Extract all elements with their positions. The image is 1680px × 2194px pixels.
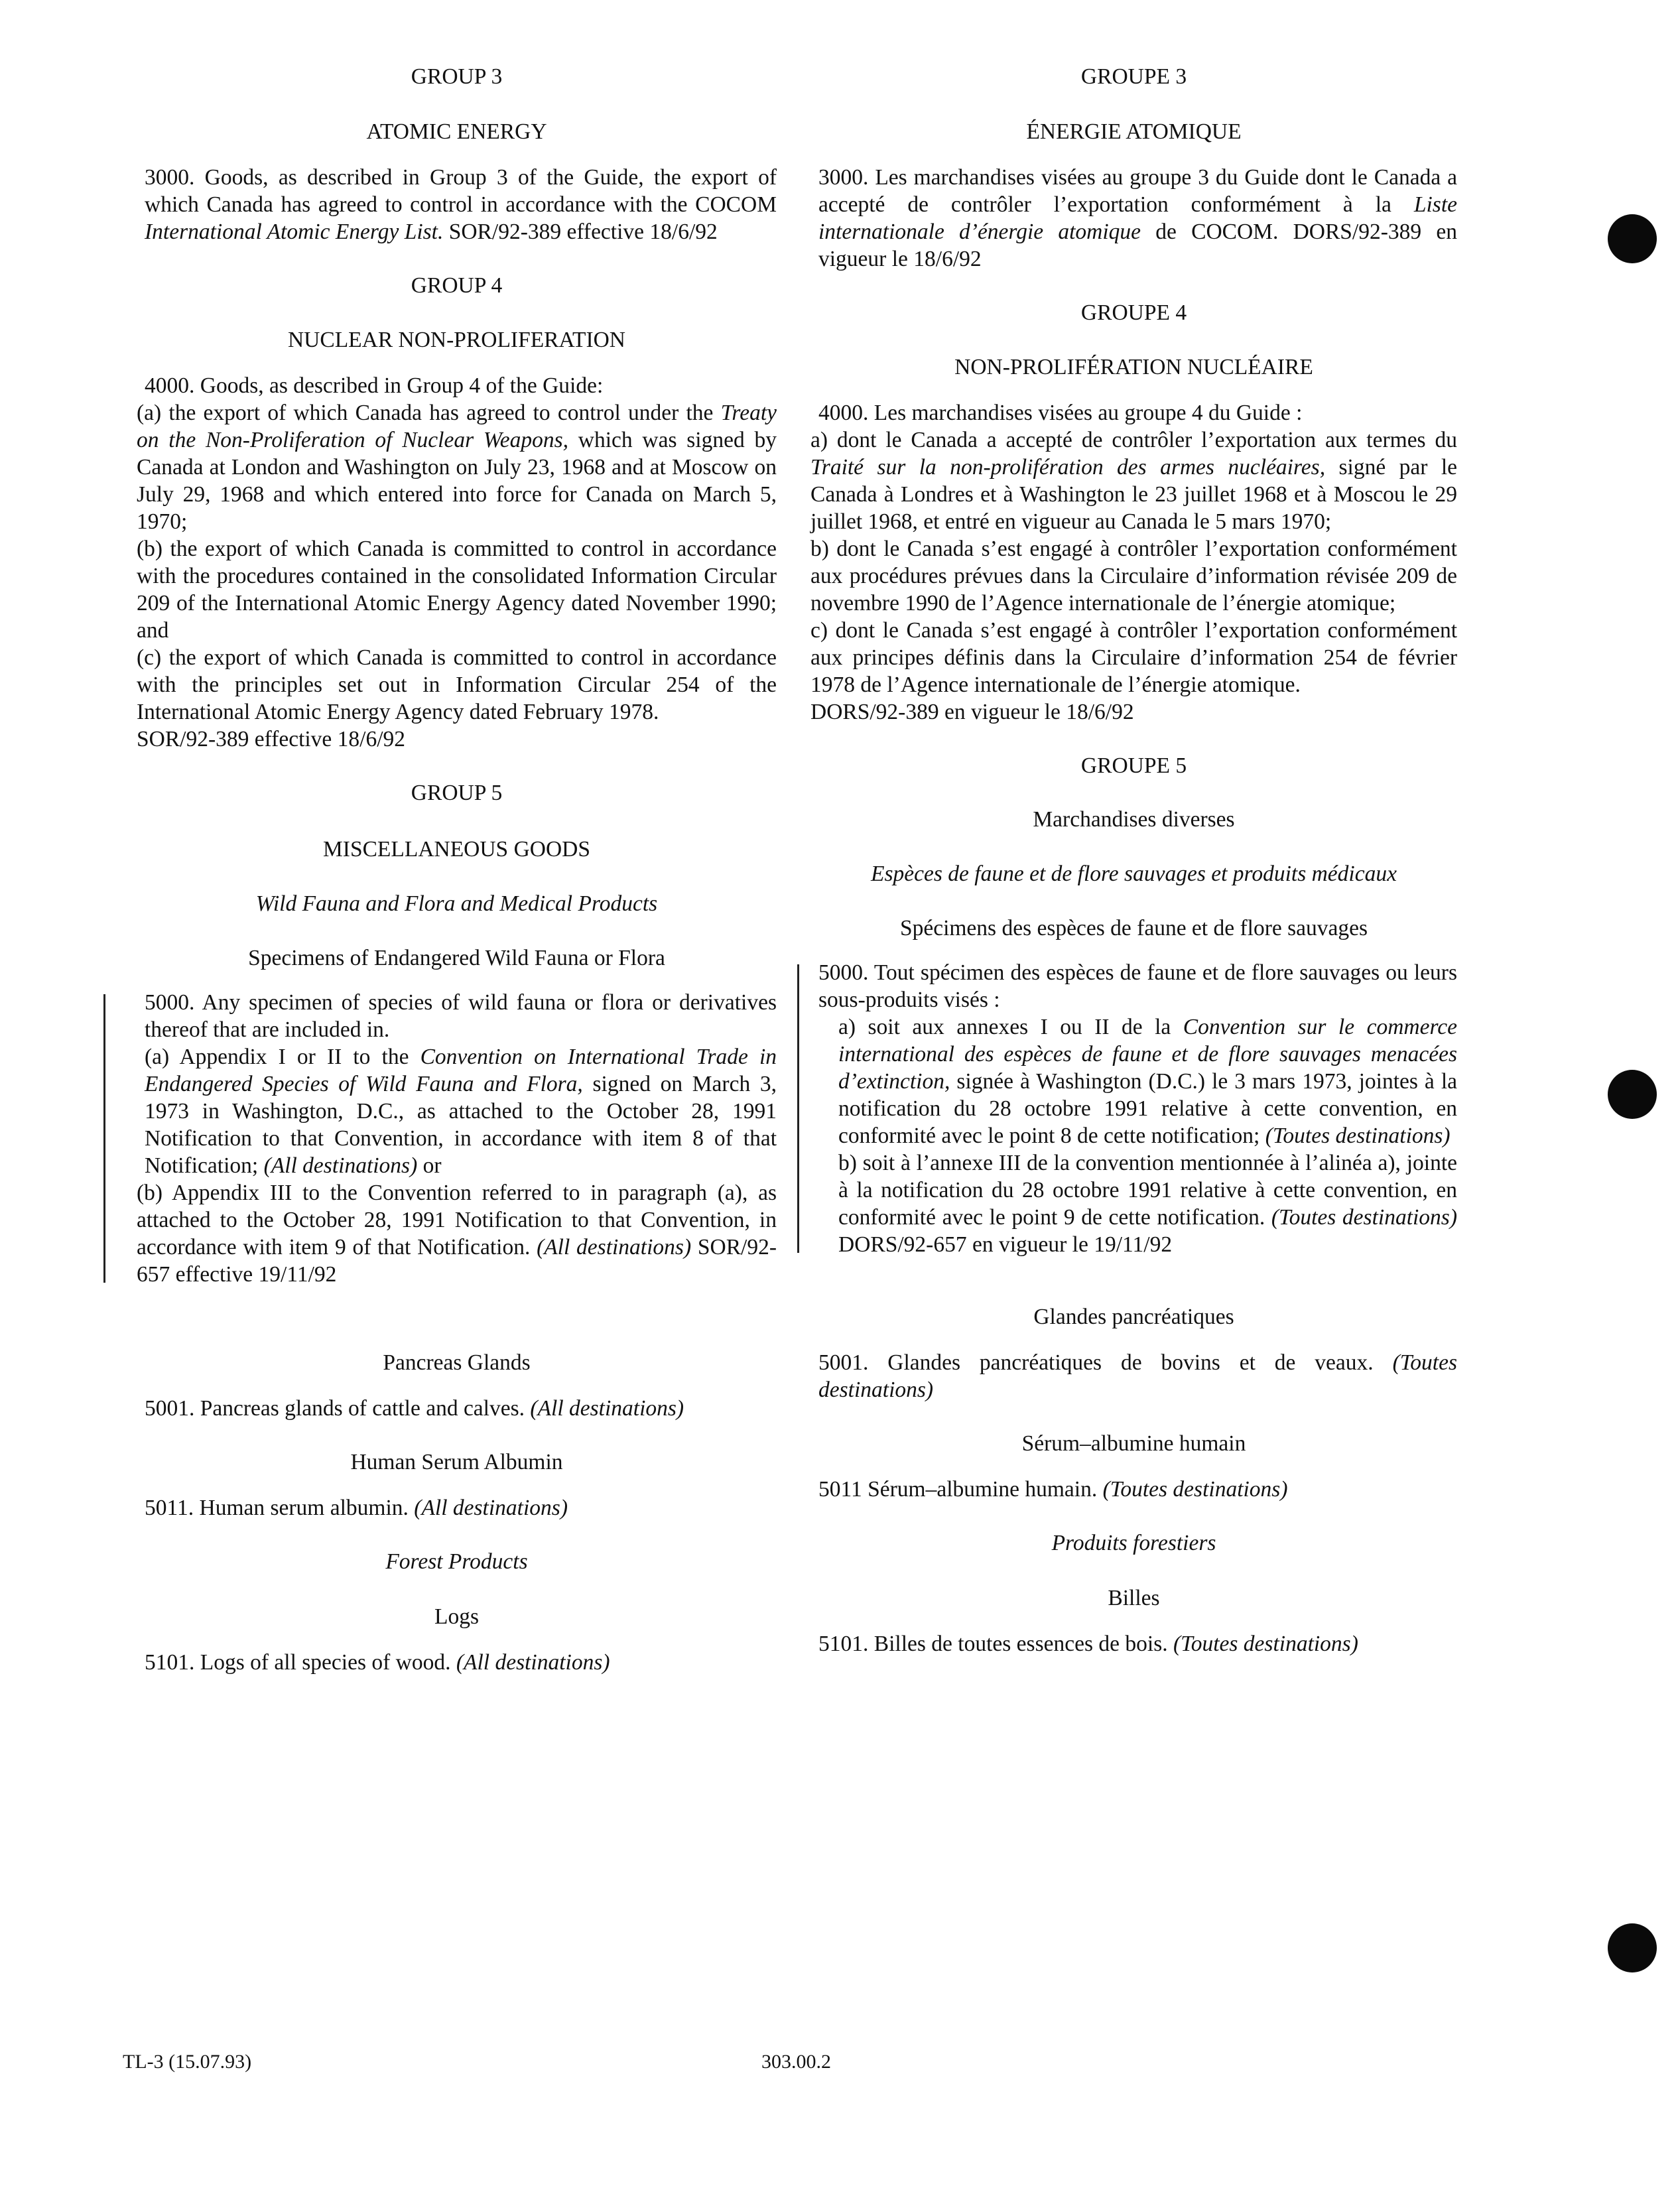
fr-logs-heading: Billes <box>1108 1586 1160 1610</box>
groupe-5-subtitle: Marchandises diverses <box>1033 807 1235 832</box>
fr-item-3000-end: de COCOM. DORS/92-389 en vigueur le 18/6/92 <box>818 220 1457 271</box>
item-5000-a-or: or <box>417 1153 442 1178</box>
item-5001-destinations: (All destinations) <box>530 1396 684 1421</box>
group-3-subtitle: ATOMIC ENERGY <box>366 119 547 144</box>
groupe-5-specimens-heading: Spécimens des espèces de faune et de flore sauvages <box>899 916 1368 940</box>
group-5-specimens-heading: Specimens of Endangered Wild Fauna or Flora <box>248 946 665 970</box>
item-5000-b-text: (b) Appendix III to the Convention referred to in paragraph (a), as attached to the October 28, 1991 Notification to that Convention, in accordance with item 9 of that Notification. <box>137 1181 777 1259</box>
fr-item-4000-c: c) dont le Canada s’est engagé à contrôler l’exportation conformément aux principes définis dans la Circulaire d’information 254 de février 1978 de l’Agence internationale de l’énergie atomique. <box>810 618 1457 697</box>
groupe-4-subtitle: NON-PROLIFÉRATION NUCLÉAIRE <box>954 355 1313 379</box>
fr-item-4000-a <box>810 426 1457 535</box>
fr-item-3000 <box>810 164 1457 273</box>
item-5101 <box>137 1649 777 1676</box>
group-5-title: GROUP 5 <box>411 781 503 805</box>
item-5000-b <box>137 1179 777 1288</box>
item-3000-end: SOR/92-389 effective 18/6/92 <box>443 220 718 244</box>
fr-item-5001 <box>810 1349 1457 1403</box>
fr-forest-text: Produits forestiers <box>1051 1531 1216 1555</box>
item-3000 <box>137 164 777 245</box>
item-4000-b: (b) the export of which Canada is committed to control in accordance with the procedures contained in the consolidated Information Circular 209 of the International Atomic Energy Agency dated November 1990; and <box>137 537 777 643</box>
fr-item-5000-block <box>810 959 1457 1258</box>
forest-products-heading <box>137 1548 777 1575</box>
punch-hole-middle <box>1608 1070 1657 1119</box>
group-5-italic-heading <box>137 890 777 917</box>
item-4000-a-italic: Treaty on the Non-Proliferation of Nuclear Weapons, <box>137 401 777 452</box>
punch-hole-top <box>1608 214 1657 263</box>
group-5-italic-text: Wild Fauna and Flora and Medical Products <box>255 891 658 916</box>
pancreas-heading: Pancreas Glands <box>383 1350 531 1375</box>
fr-item-4000-b: b) dont le Canada s’est engagé à contrôler l’exportation conformément aux procédures prévues dans la Circulaire d’information révisée 209 de novembre 1990 de l’Agence internationale de l’énergie atomique; <box>810 537 1457 615</box>
punch-hole-bottom <box>1608 1923 1657 1972</box>
fr-item-5000-a-text: a) soit aux annexes I ou II de la <box>838 1015 1183 1039</box>
fr-item-5000-b <box>810 1149 1457 1258</box>
fr-item-4000-dors: DORS/92-389 en vigueur le 18/6/92 <box>810 700 1134 724</box>
fr-item-4000-a-italic: Traité sur la non-prolifération des armes nucléaires, <box>810 455 1326 480</box>
groupe-5-title: GROUPE 5 <box>1080 753 1187 778</box>
item-3000-text: 3000. Goods, as described in Group 3 of the Guide, the export of which Canada has agreed to control in accordance with the COCOM <box>145 165 777 217</box>
group-4-title: GROUP 4 <box>411 273 503 298</box>
item-5000-a-text: (a) Appendix I or II to the <box>145 1045 420 1069</box>
fr-item-5011-text: 5011 Sérum–albumine humain. <box>818 1477 1103 1502</box>
group-5-subtitle: MISCELLANEOUS GOODS <box>323 837 590 862</box>
item-3000-italic: International Atomic Energy List. <box>145 220 444 244</box>
fr-forest-heading <box>810 1529 1457 1557</box>
item-5000: 5000. Any specimen of species of wild fauna or flora or derivatives thereof that are included in. <box>145 990 777 1042</box>
fr-item-3000-text: 3000. Les marchandises visées au groupe 3 du Guide dont le Canada a accepté de contrôler l’exportation conformément à la <box>818 165 1457 217</box>
logs-heading: Logs <box>434 1604 479 1629</box>
groupe-4-title: GROUPE 4 <box>1080 300 1187 325</box>
item-5001 <box>137 1395 777 1422</box>
fr-item-5101-text: 5101. Billes de toutes essences de bois. <box>818 1632 1173 1656</box>
item-5001-text: 5001. Pancreas glands of cattle and calves. <box>145 1396 531 1421</box>
item-4000-a <box>137 399 777 535</box>
item-5011 <box>137 1494 777 1521</box>
footer-page-number: 303.00.2 <box>761 2051 831 2073</box>
item-5011-destinations: (All destinations) <box>414 1496 568 1520</box>
fr-item-5000-a <box>810 1013 1457 1149</box>
item-5000-a-end: signed on March 3, 1973 in Washington, D.C., as attached to the October 28, 1991 Notification to that Convention, in accordance with item 8 of that Notification; <box>145 1072 777 1178</box>
groupe-3-subtitle: ÉNERGIE ATOMIQUE <box>1026 119 1242 144</box>
item-5101-text: 5101. Logs of all species of wood. <box>145 1650 456 1675</box>
fr-item-4000-a-end: signé par le Canada à Londres et à Washington le 23 juillet 1968 et à Moscou le 29 juillet 1968, et entré en vigueur au Canada le 5 mars 1970; <box>810 455 1458 534</box>
revision-bar <box>103 994 105 1283</box>
group-4-subtitle: NUCLEAR NON-PROLIFERATION <box>287 328 625 352</box>
item-5101-destinations: (All destinations) <box>456 1650 610 1675</box>
human-serum-heading: Human Serum Albumin <box>350 1450 563 1474</box>
fr-item-5011 <box>810 1476 1457 1503</box>
fr-pancreas-heading: Glandes pancréatiques <box>1033 1305 1234 1329</box>
item-4000: 4000. Goods, as described in Group 4 of the Guide: <box>145 373 604 398</box>
group-3-title: GROUP 3 <box>411 64 503 89</box>
item-5000-b-end: SOR/92-657 effective 19/11/92 <box>137 1235 777 1287</box>
fr-item-5000-b-text: b) soit à l’annexe III de la convention mentionnée à l’alinéa a), jointe à la notification du 28 octobre 1991 relative à cette convention, en conformité avec le point 9 de cette notification. <box>838 1151 1457 1230</box>
fr-revision-bar <box>797 964 799 1253</box>
item-5000-a <box>137 1043 777 1179</box>
groupe-3-title: GROUPE 3 <box>1080 64 1187 89</box>
fr-item-5001-text: 5001. Glandes pancréatiques de bovins et de veaux. <box>818 1350 1393 1375</box>
fr-item-4000-a-text: a) dont le Canada a accepté de contrôler l’exportation aux termes du <box>810 428 1457 452</box>
fr-serum-heading: Sérum–albumine humain <box>1021 1431 1246 1456</box>
item-5000-a-italic: Convention on International Trade in Endangered Species of Wild Fauna and Flora, <box>145 1045 777 1096</box>
item-5011-text: 5011. Human serum albumin. <box>145 1496 415 1520</box>
item-5000-block <box>137 989 777 1288</box>
item-4000-sor: SOR/92-389 effective 18/6/92 <box>137 727 406 751</box>
fr-item-5000: 5000. Tout spécimen des espèces de faune et de flore sauvages ou leurs sous-produits visés : <box>818 960 1457 1012</box>
fr-item-5000-a-italic: Convention sur le commerce international des espèces de faune et de flore sauvages menacées d’extinction, <box>838 1015 1457 1094</box>
fr-item-5000-a-destinations: (Toutes destinations) <box>1265 1124 1451 1148</box>
fr-item-5011-destinations: (Toutes destinations) <box>1102 1477 1288 1502</box>
item-5000-b-destinations: (All destinations) <box>537 1235 692 1259</box>
fr-item-5101-destinations: (Toutes destinations) <box>1173 1632 1358 1656</box>
fr-item-3000-italic: Liste internationale d’énergie atomique <box>818 192 1457 244</box>
item-4000-a-text: (a) the export of which Canada has agreed to control under the <box>137 401 721 425</box>
item-4000-a-end: which was signed by Canada at London and Washington on July 23, 1968 and at Moscow on July 29, 1968 and which entered into force for Canada on March 5, 1970; <box>137 428 777 534</box>
fr-item-5001-destinations: (Toutes destinations) <box>818 1350 1457 1402</box>
fr-item-5101 <box>810 1630 1457 1657</box>
item-5000-a-destinations: (All destinations) <box>263 1153 418 1178</box>
groupe-5-italic-text: Espèces de faune et de flore sauvages et produits médicaux <box>871 862 1397 886</box>
item-4000-c: (c) the export of which Canada is committed to control in accordance with the principles set out in Information Circular 254 of the International Atomic Energy Agency dated February 1978. <box>137 645 777 724</box>
french-column <box>810 63 1457 1657</box>
fr-item-4000: 4000. Les marchandises visées au groupe 4 du Guide : <box>818 401 1303 425</box>
fr-item-5000-b-destinations: (Toutes destinations) <box>1271 1205 1457 1230</box>
groupe-5-italic-heading <box>810 860 1457 887</box>
english-column <box>137 63 777 1676</box>
forest-products-text: Forest Products <box>385 1549 528 1574</box>
footer-revision: TL-3 (15.07.93) <box>123 2051 252 2073</box>
fr-item-5000-b-end: DORS/92-657 en vigueur le 19/11/92 <box>838 1232 1173 1257</box>
fr-item-5000-a-end: signée à Washington (D.C.) le 3 mars 1973, jointes à la notification du 28 octobre 1991 relative à cette convention, en conformité avec le point 8 de cette notification; <box>838 1069 1457 1148</box>
